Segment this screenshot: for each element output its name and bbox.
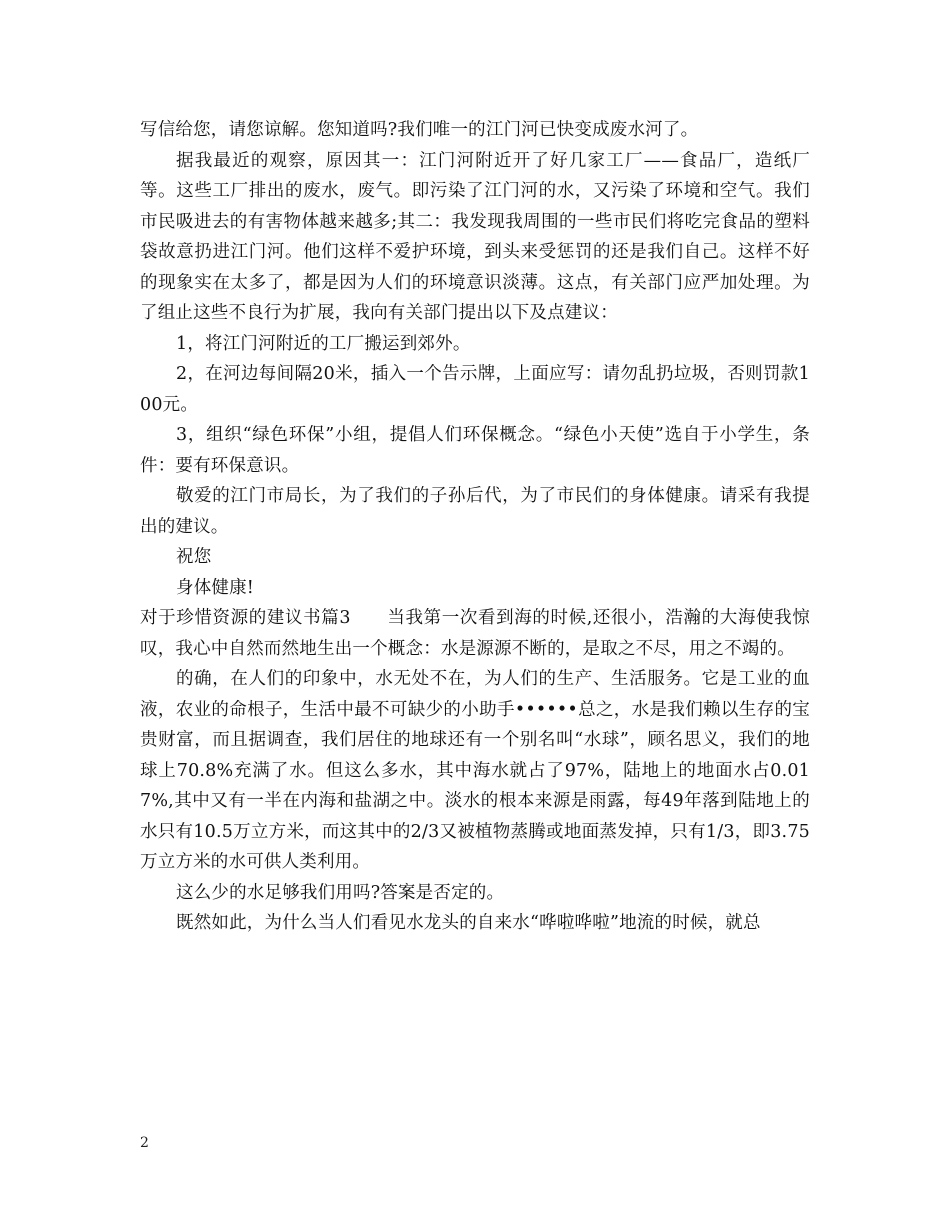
paragraph-suggestion-3: 3，组织“绿色环保”小组，提倡人们环保概念。“绿色小天使”选自于小学生，条件：要有环保意识。 <box>140 425 810 476</box>
paragraph-section-3-heading: 对于珍惜资源的建议书篇3 当我第一次看到海的时候,还很小，浩瀚的大海使我惊叹，我心中自然而然地生出一个概念：水是源源不断的，是取之不尽，用之不竭的。 <box>140 608 810 659</box>
paragraph-suggestion-2: 2，在河边每间隔20米，插入一个告示牌，上面应写：请勿乱扔垃圾，否则罚款100元。 <box>140 364 810 415</box>
paragraph-suggestion-1: 1，将江门河附近的工厂搬运到郊外。 <box>176 333 471 354</box>
paragraph-closing-health: 身体健康! <box>176 577 255 598</box>
paragraph-continued-letter: 写信给您，请您谅解。您知道吗?我们唯一的江门河已快变成废水河了。 <box>140 120 699 140</box>
paragraph-observation: 据我最近的观察，原因其一：江门河附近开了好几家工厂——食品厂，造纸厂等。这些工厂排出的废水，废气。即污染了江门河的水，又污染了环境和空气。我们市民吸进去的有害物体越来越多;其二：我发现我周围的一些市民们将吃完食品的塑料袋故意扔进江门河。他们这样不爱护环境，到头来受惩罚的还是我们自己。这样不好的现象实在太多了，都是因为人们的环境意识淡薄。这点，有关部门应严加处理。为了组止这些不良行为扩展，我向有关部门提出以下及点建议： <box>140 150 810 323</box>
paragraph-faucet: 既然如此，为什么当人们看见水龙头的自来水“哗啦哗啦”地流的时候，就总 <box>176 913 761 933</box>
paragraph-water-facts: 的确，在人们的印象中，水无处不在，为人们的生产、生活服务。它是工业的血液，农业的命根子，生活中最不可缺少的小助手••••••总之，水是我们赖以生存的宝贵财富，而且据调查，我们居住的地球还有一个别名叫“水球”，顾名思义，我们的地球上70.8%充满了水。但这么多水，其中海水就占了97%，陆地上的地面水占0.017%,其中又有一半在内海和盐湖之中。淡水的根本来源是雨露，每49年落到陆地上的水只有10.5万立方米，而这其中的2/3又被植物蒸腾或地面蒸发掉，只有1/3，即3.75万立方米的水可供人类利用。 <box>140 669 810 872</box>
document-body <box>140 115 810 939</box>
paragraph-closing-wish: 祝您 <box>176 547 212 567</box>
page-number: 2 <box>140 1135 149 1151</box>
paragraph-question: 这么少的水足够我们用吗?答案是否定的。 <box>176 882 505 903</box>
paragraph-appeal: 敬爱的江门市局长，为了我们的子孙后代，为了市民们的身体健康。请采有我提出的建议。 <box>140 486 810 537</box>
